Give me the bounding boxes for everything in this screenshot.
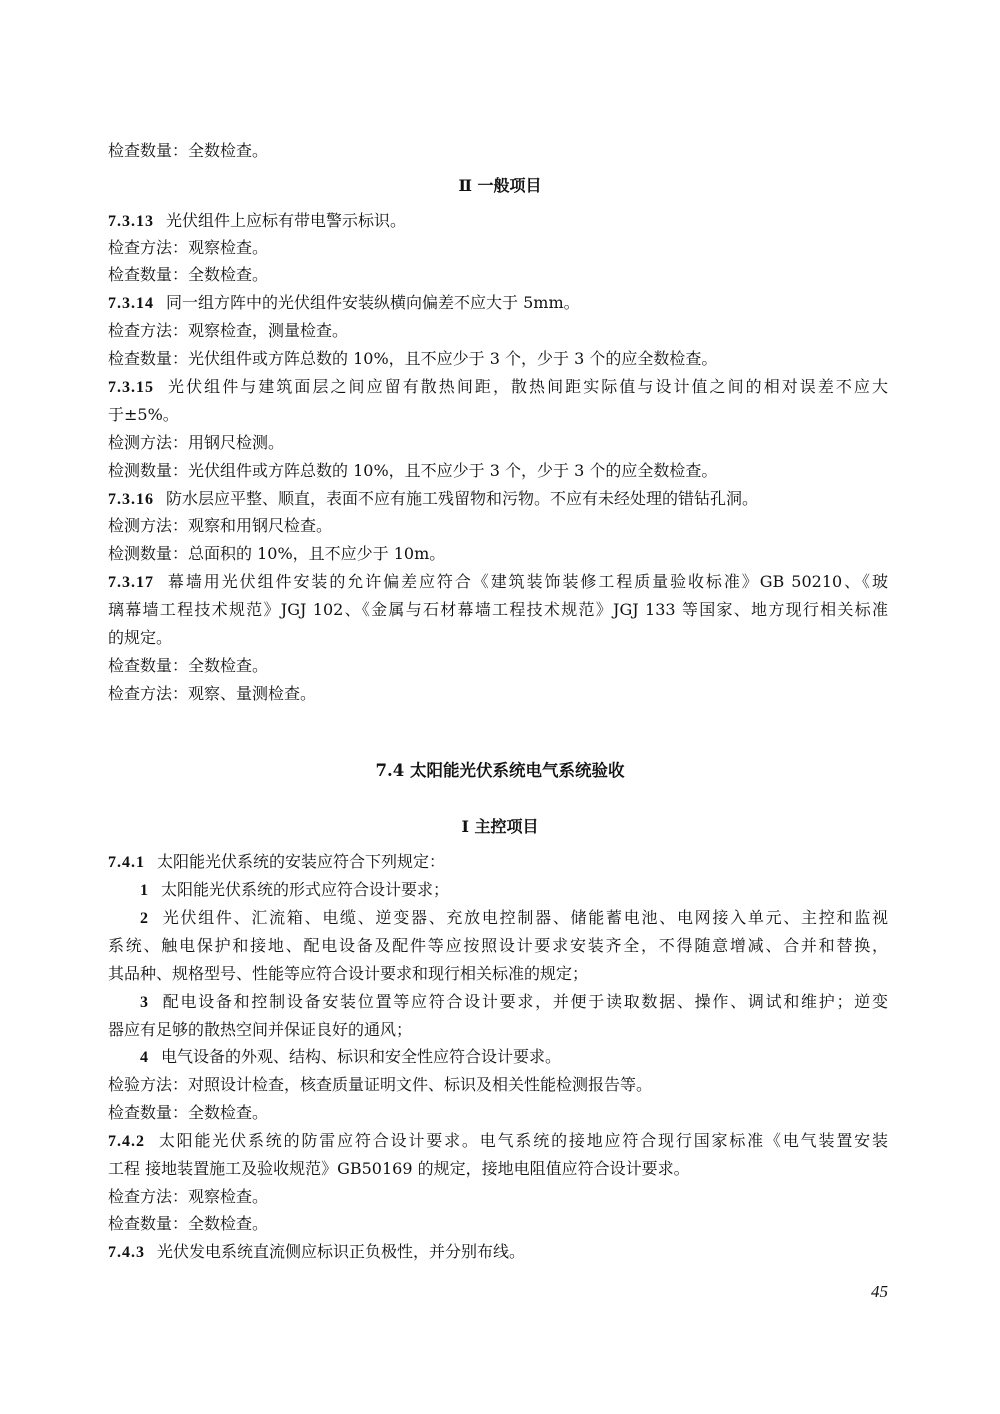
item-number: 3 [140,994,149,1011]
text-line: 检查数量：全数检查。 [108,1214,269,1233]
clause-text: 光伏组件上应标有带电警示标识。 [166,211,407,230]
clause-7-3-15 [108,375,888,400]
clause-text: 同一组方阵中的光伏组件安装纵横向偏差不应大于 5mm。 [166,293,580,312]
item-text: 光伏组件、汇流箱、电缆、逆变器、充放电控制器、储能蓄电池、电网接入单元、主控和监视 [161,908,888,927]
item-text: 电气设备的外观、结构、标识和安全性应符合设计要求。 [161,1047,562,1066]
text-line: 工程 接地装置施工及验收规范》GB50169 的规定，接地电阻值应符合设计要求。 [108,1159,690,1178]
item-number: 1 [140,882,149,899]
clause-number: 7.3.17 [108,574,154,591]
list-item [140,906,888,931]
text-line: 检测数量：总面积的 10%，且不应少于 10m。 [108,544,446,563]
list-item [140,1045,888,1070]
text-line: 检测方法：观察和用钢尺检查。 [108,516,333,535]
clause-7-3-17 [108,570,888,595]
clause-text: 光伏组件与建筑面层之间应留有散热间距，散热间距实际值与设计值之间的相对误差不应大 [166,377,888,396]
text-line: 检查数量：全数检查。 [108,1103,269,1122]
text-line: 检查数量：全数检查。 [108,265,269,284]
clause-number: 7.3.14 [108,295,154,312]
clause-text: 光伏发电系统直流侧应标识正负极性，并分别布线。 [157,1242,526,1261]
page-number: 45 [871,1282,888,1301]
text-line: 系统、触电保护和接地、配电设备及配件等应按照设计要求安装齐全，不得随意增减、合并和替换， [108,936,888,955]
clause-7-3-16 [108,487,888,512]
text-line: 检查方法：观察检查。 [108,238,269,257]
subsection-heading: Ⅱ 一般项目 [458,176,542,195]
item-number: 2 [140,910,149,927]
clause-text: 防水层应平整、顺直，表面不应有施工残留物和污物。不应有未经处理的错钻孔洞。 [166,489,759,508]
item-number: 4 [140,1049,149,1066]
text-line: 的规定。 [108,628,173,647]
list-item [140,990,888,1015]
clause-7-4-3 [108,1240,888,1265]
clause-7-3-14 [108,291,888,316]
clause-number: 7.4.2 [108,1133,145,1150]
clause-text: 太阳能光伏系统的安装应符合下列规定： [157,852,446,871]
item-text: 配电设备和控制设备安装位置等应符合设计要求，并便于读取数据、操作、调试和维护；逆变 [161,992,888,1011]
clause-7-4-1 [108,850,888,875]
item-text: 太阳能光伏系统的形式应符合设计要求； [161,880,450,899]
text-line: 检查数量：全数检查。 [108,656,269,675]
clause-number: 7.3.16 [108,491,154,508]
text-line: 检查方法：观察检查，测量检查。 [108,321,349,340]
clause-text: 太阳能光伏系统的防雷应符合设计要求。电气系统的接地应符合现行国家标准《电气装置安装 [157,1131,888,1150]
section-heading: 7.4 太阳能光伏系统电气系统验收 [375,761,625,780]
subsection-heading: Ⅰ 主控项目 [461,817,539,836]
text-line: 检测数量：光伏组件或方阵总数的 10%，且不应少于 3 个，少于 3 个的应全数检查。 [108,461,718,480]
clause-number: 7.3.15 [108,379,154,396]
list-item [140,878,888,903]
text-line: 检查方法：观察、量测检查。 [108,684,317,703]
text-line: 检测方法：用钢尺检测。 [108,433,285,452]
text-line: 检查数量：光伏组件或方阵总数的 10%，且不应少于 3 个，少于 3 个的应全数检查。 [108,349,718,368]
clause-text: 幕墙用光伏组件安装的允许偏差应符合《建筑装饰装修工程质量验收标准》GB 50210、《玻 [166,572,888,591]
text-line: 于±5%。 [108,405,179,424]
text-line: 检验方法：对照设计检查，核查质量证明文件、标识及相关性能检测报告等。 [108,1075,653,1094]
clause-number: 7.4.3 [108,1244,145,1261]
text-line: 其品种、规格型号、性能等应符合设计要求和现行相关标准的规定； [108,964,589,983]
clause-7-3-13 [108,209,888,234]
text-line: 璃幕墙工程技术规范》JGJ 102、《金属与石材幕墙工程技术规范》JGJ 133 等国家、地方现行相关标准 [108,600,888,619]
text-line: 检查数量：全数检查。 [108,141,269,160]
clause-number: 7.4.1 [108,854,145,871]
clause-7-4-2 [108,1129,888,1154]
text-line: 检查方法：观察检查。 [108,1187,269,1206]
text-line: 器应有足够的散热空间并保证良好的通风； [108,1020,413,1039]
clause-number: 7.3.13 [108,213,154,230]
